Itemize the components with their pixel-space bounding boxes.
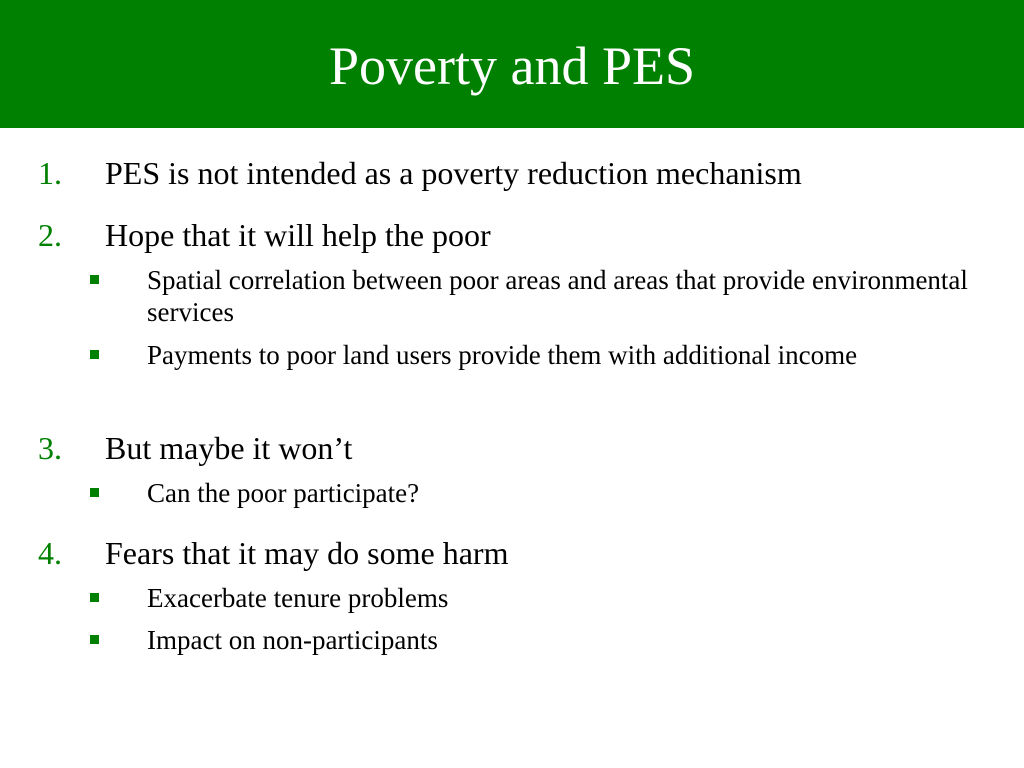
subitem-4-2: Impact on non-participants — [147, 625, 438, 655]
subitem-3-1: Can the poor participate? — [147, 478, 420, 508]
item-number-4: 4. — [38, 535, 62, 571]
square-bullet-icon — [90, 488, 99, 497]
subitem-2-2: Payments to poor land users provide them with additional income — [147, 340, 858, 370]
item-text-4: Fears that it may do some harm — [105, 535, 509, 571]
square-bullet-icon — [90, 275, 99, 284]
subitem-2-1: Spatial correlation between poor areas and areas that provide environmental services — [147, 265, 968, 327]
square-bullet-icon — [90, 635, 99, 644]
square-bullet-icon — [90, 350, 99, 359]
item-number-3: 3. — [38, 430, 62, 466]
item-text-3: But maybe it won’t — [105, 430, 353, 466]
subitem-4-1: Exacerbate tenure problems — [147, 583, 449, 613]
item-text-2: Hope that it will help the poor — [105, 217, 491, 253]
item-text-1: PES is not intended as a poverty reduction mechanism — [105, 155, 802, 191]
item-number-1: 1. — [38, 155, 62, 191]
square-bullet-icon — [90, 593, 99, 602]
item-number-2: 2. — [38, 217, 62, 253]
slide-title: Poverty and PES — [328, 36, 695, 96]
